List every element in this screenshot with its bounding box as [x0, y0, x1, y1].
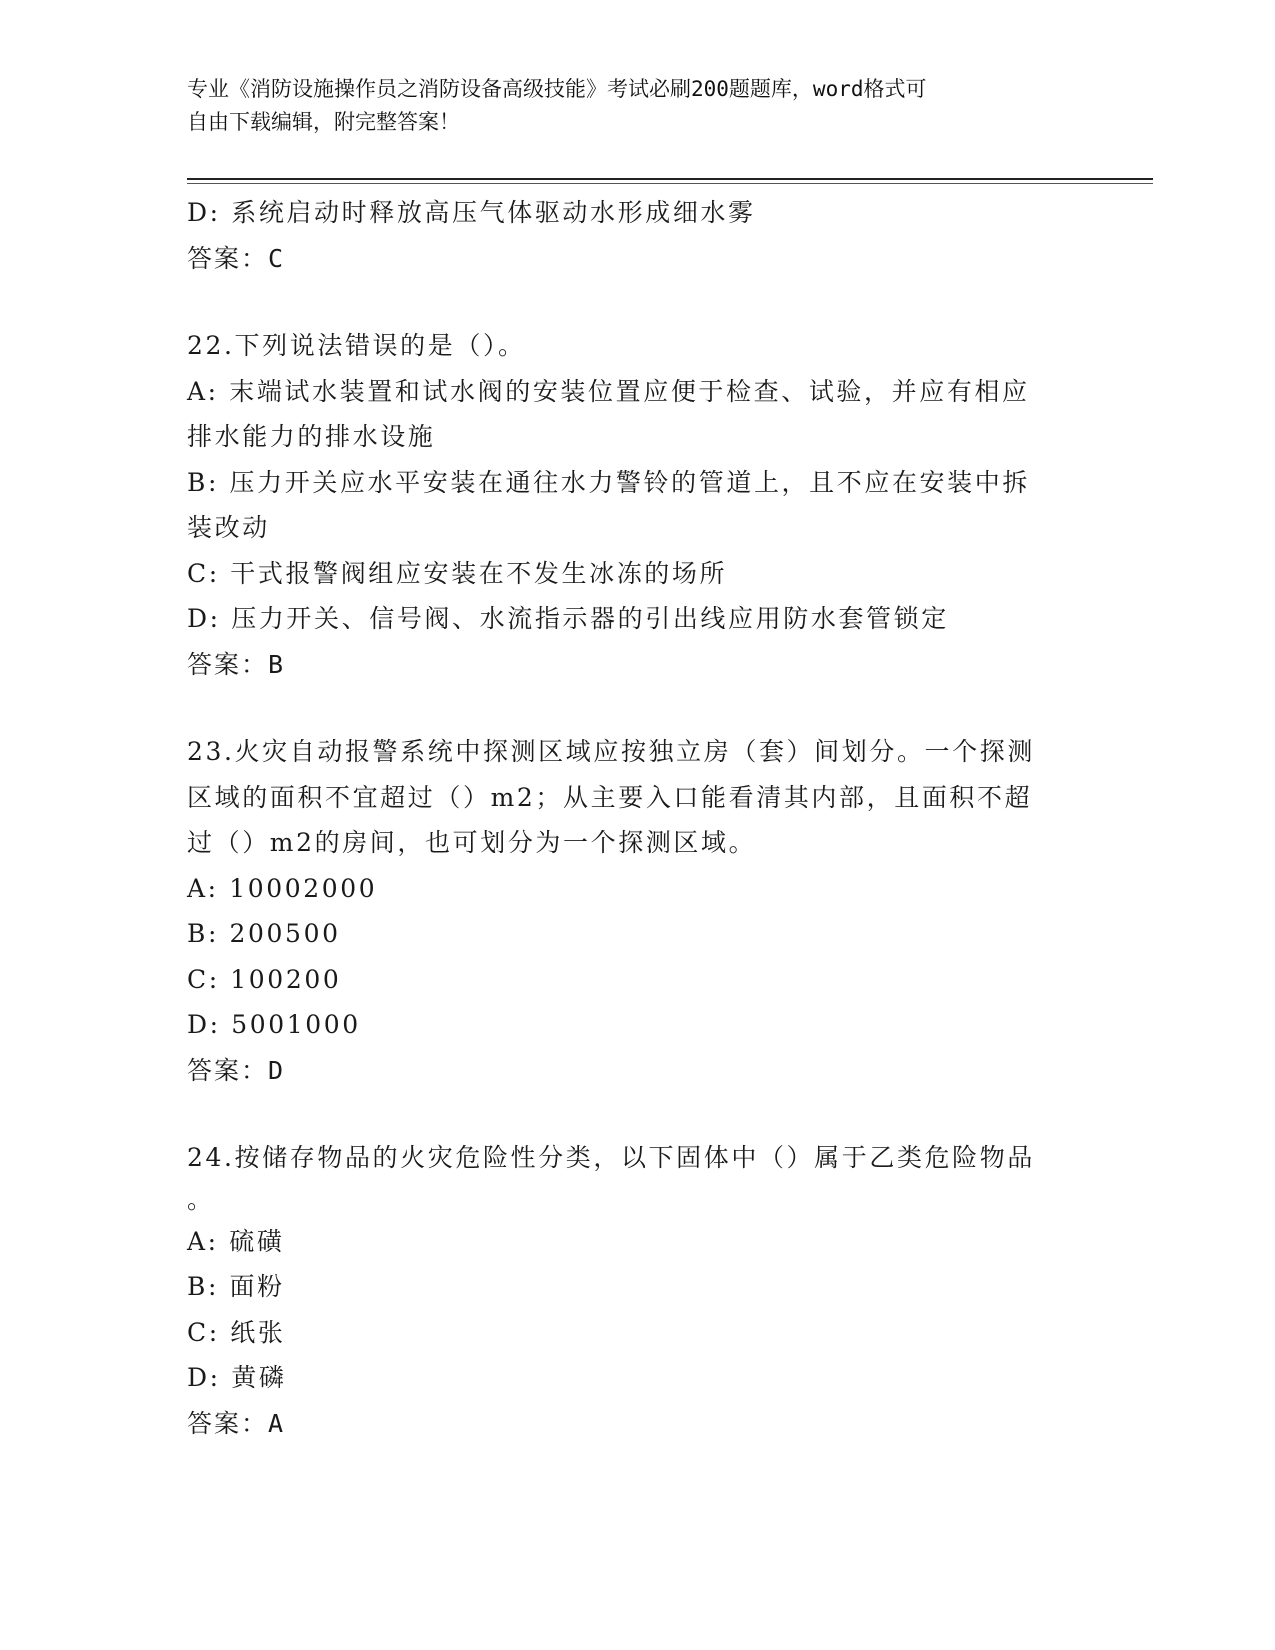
carryover-block: [187, 190, 1067, 281]
document-body: [187, 190, 1067, 1446]
question-stem: 22.下列说法错误的是（）。: [187, 331, 526, 360]
answer-value: D: [268, 1055, 284, 1085]
option-c: C: 干式报警阀组应安装在不发生冰冻的场所: [187, 558, 728, 588]
answer-value: A: [268, 1408, 284, 1438]
answer-line: [187, 236, 1067, 282]
answer-line: [187, 1048, 1067, 1094]
answer-value: C: [268, 243, 284, 273]
question-stem-line-3: 过（）m2的房间，也可划分为一个探测区域。: [187, 828, 757, 857]
answer-label: 答案：: [187, 1408, 269, 1438]
question-24: [187, 1135, 1067, 1446]
option-b-continued: 装改动: [187, 513, 270, 542]
answer-label: 答案：: [187, 1055, 269, 1085]
option-d: D: 黄磷: [187, 1363, 287, 1392]
question-22: [187, 323, 1067, 687]
header-line-2: 自由下载编辑，附完整答案！: [187, 110, 460, 134]
option-d: D: 压力开关、信号阀、水流指示器的引出线应用防水套管锁定: [187, 604, 949, 633]
answer-label: 答案：: [187, 649, 269, 679]
question-stem-line-1: 23.火灾自动报警系统中探测区域应按独立房（套）间划分。一个探测: [187, 737, 1035, 766]
question-stem-line-2: 。: [187, 1184, 215, 1214]
option-a: A: 硫磺: [187, 1226, 285, 1256]
option-a-continued: 排水能力的排水设施: [187, 422, 436, 451]
option-b: B: 200500: [187, 919, 341, 948]
header-line-1: 专业《消防设施操作员之消防设备高级技能》考试必刷200题题库，word格式可: [187, 77, 927, 101]
option-c: C: 100200: [187, 964, 342, 994]
header-rule-thin: [187, 183, 1153, 184]
header-rule-thick: [187, 178, 1153, 180]
answer-line: [187, 1401, 1067, 1447]
answer-value: B: [268, 649, 284, 679]
answer-line: [187, 642, 1067, 688]
page-header: [187, 73, 1067, 139]
option-b: B: 面粉: [187, 1272, 285, 1301]
question-23: [187, 729, 1067, 1093]
option-a: A: 10002000: [187, 873, 378, 903]
option-d: D: 系统启动时释放高压气体驱动水形成细水雾: [187, 198, 756, 227]
answer-label: 答案：: [187, 243, 269, 273]
option-b: B: 压力开关应水平安装在通往水力警铃的管道上，且不应在安装中拆: [187, 467, 1030, 497]
option-d: D: 5001000: [187, 1010, 361, 1039]
question-stem-line-1: 24.按储存物品的火灾危险性分类，以下固体中（）属于乙类危险物品: [187, 1143, 1035, 1172]
option-a: A: 末端试水装置和试水阀的安装位置应便于检查、试验，并应有相应: [187, 376, 1030, 406]
option-c: C: 纸张: [187, 1317, 286, 1347]
question-stem-line-2: 区域的面积不宜超过（）m2；从主要入口能看清其内部，且面积不超: [187, 782, 1033, 812]
